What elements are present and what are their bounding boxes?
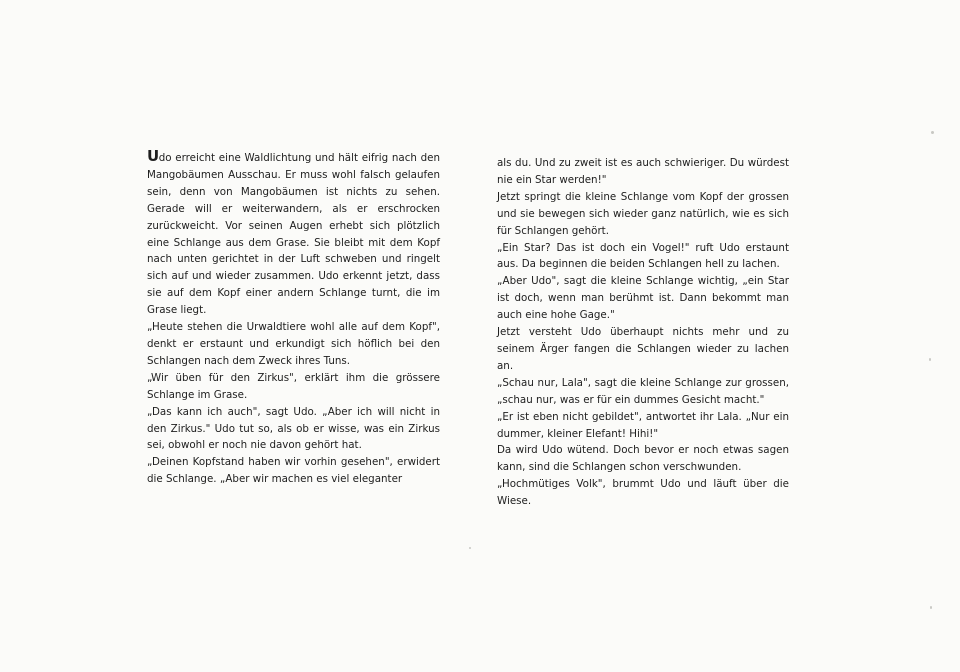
- paragraph: „Ein Star? Das ist doch ein Vogel!" ruft Udo erstaunt aus. Da beginnen die beiden Schlangen hell zu lachen.: [497, 241, 789, 271]
- paragraph: „Das kann ich auch", sagt Udo. „Aber ich will nicht in den Zirkus." Udo tut so, als ob er wisse, was ein Zirkus sei, obwohl er noch nie davon gehört hat.: [147, 405, 440, 452]
- paragraph: als du. Und zu zweit ist es auch schwieriger. Du würdest nie ein Star werden!": [497, 157, 789, 186]
- scan-speck: [930, 606, 932, 609]
- left-text-column: [147, 147, 440, 488]
- paragraph: „Schau nur, Lala", sagt die kleine Schlange zur grossen, „schau nur, was er für ein dummes Gesicht macht.": [497, 376, 789, 406]
- scan-speck: [931, 131, 934, 134]
- paragraph: „Deinen Kopfstand haben wir vorhin gesehen", erwidert die Schlange. „Aber wir machen es viel eleganter: [147, 456, 440, 486]
- paragraph: „Aber Udo", sagt die kleine Schlange wichtig, „ein Star ist doch, wenn man berühmt ist. Dann bekommt man auch eine hohe Gage.": [497, 275, 789, 322]
- drop-cap-initial: U: [147, 147, 159, 165]
- paragraph: Jetzt versteht Udo überhaupt nichts mehr und zu seinem Ärger fangen die Schlangen wieder zu lachen an.: [497, 326, 789, 372]
- scan-speck: [469, 547, 471, 549]
- paragraph: Jetzt springt die kleine Schlange vom Kopf der grossen und sie bewegen sich wieder ganz natürlich, wie es sich für Schlangen gehört.: [497, 190, 789, 237]
- opening-paragraph-text: do erreicht eine Waldlichtung und hält eifrig nach den Mangobäumen Ausschau. Er muss wohl falsch gelaufen sein, denn von Mangobäumen ist nichts zu sehen. Gerade will er weiterwandern, als er erschrocken zurückweicht. Vor seinen Augen erhebt sich plötzlich eine Schlange aus dem Grase. Sie bleibt mit dem Kopf nach unten gerichtet in der Luft schweben und ringelt sich auf und wieder zusammen. Udo erkennt jetzt, dass sie auf dem Kopf einer andern Schlange turnt, die im Grase liegt.: [147, 152, 440, 317]
- opening-paragraph: [147, 147, 440, 319]
- paragraph: „Er ist eben nicht gebildet", antwortet ihr Lala. „Nur ein dummer, kleiner Elefant! Hihi!": [497, 410, 789, 440]
- right-text-column: [497, 155, 789, 510]
- paragraph: „Hochmütiges Volk", brummt Udo und läuft über die Wiese.: [497, 478, 789, 508]
- paragraph: „Wir üben für den Zirkus", erklärt ihm die grössere Schlange im Grase.: [147, 371, 440, 401]
- scan-speck: [929, 358, 931, 361]
- paragraph: „Heute stehen die Urwaldtiere wohl alle auf dem Kopf", denkt er erstaunt und erkundigt sich höflich bei den Schlangen nach dem Zweck ihres Tuns.: [147, 321, 440, 367]
- paragraph: Da wird Udo wütend. Doch bevor er noch etwas sagen kann, sind die Schlangen schon verschwunden.: [497, 444, 789, 474]
